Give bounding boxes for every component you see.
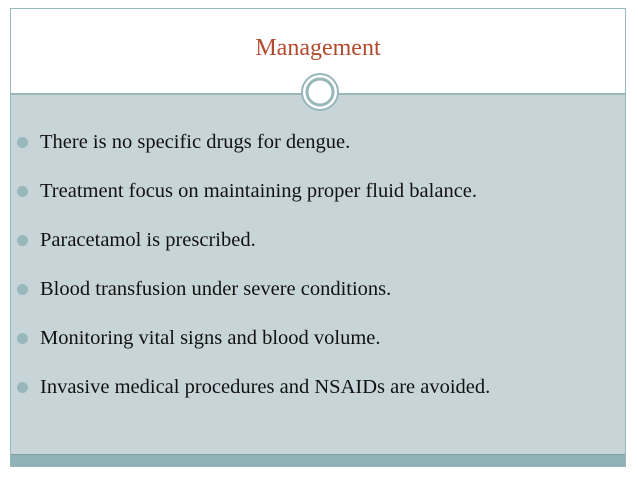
bullet-item	[17, 314, 617, 363]
bullet-item	[17, 216, 617, 265]
slide-title: Management	[255, 35, 381, 61]
circle-ornament-icon	[300, 72, 340, 112]
footer-bar	[11, 454, 625, 466]
bullet-dot-icon	[17, 382, 28, 393]
bullet-list	[17, 118, 617, 412]
bullet-dot-icon	[17, 186, 28, 197]
bullet-item	[17, 363, 617, 412]
bullet-text: Paracetamol is prescribed.	[40, 229, 256, 251]
bullet-dot-icon	[17, 284, 28, 295]
bullet-dot-icon	[17, 333, 28, 344]
bullet-item	[17, 265, 617, 314]
bullet-text: Blood transfusion under severe conditions.	[40, 278, 392, 300]
bullet-text: There is no specific drugs for dengue.	[40, 131, 351, 153]
bullet-dot-icon	[17, 137, 28, 148]
bullet-text: Monitoring vital signs and blood volume.	[40, 327, 381, 349]
bullet-text: Invasive medical procedures and NSAIDs are avoided.	[40, 376, 491, 398]
bullet-item	[17, 118, 617, 167]
bullet-item	[17, 167, 617, 216]
bullet-text: Treatment focus on maintaining proper fluid balance.	[40, 180, 478, 202]
bullet-dot-icon	[17, 235, 28, 246]
slide-frame	[10, 8, 626, 467]
